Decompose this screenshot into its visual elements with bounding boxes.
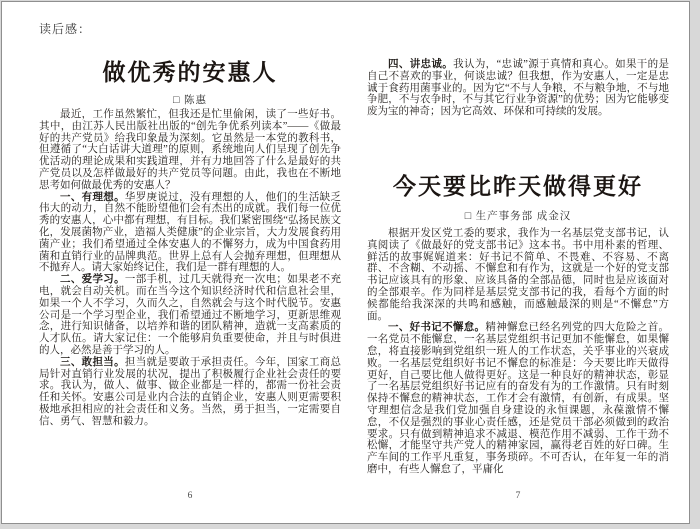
paragraph-lead: 一、好书记不懈怠。 bbox=[388, 322, 486, 334]
body-paragraph bbox=[39, 274, 341, 357]
body-paragraph bbox=[367, 59, 669, 118]
right-page bbox=[367, 2, 669, 523]
left-article-title: 做优秀的安惠人 bbox=[102, 60, 278, 85]
section-label: 读后感： bbox=[39, 22, 92, 36]
paragraph-text: 最近，工作虽然繁忙，但我还是忙里偷闲，读了一些好书。其中，由江苏人民出版社出版的“创先争优系列读本”——《做最好的共产党员》给我印象最为深刻。它虽然是一本党的教科书，但遵循了“大白话讲大道理”的原则，系统地向人们呈现了创先争优活动的理论成果和实践道理，并有力地回答了什么是最好的共产党员以及怎样做最好的共产党员等问题。由此，我也在不断地思考如何做最优秀的安惠人？ bbox=[39, 109, 341, 191]
paragraph-text: 我认为，“忠诚”源于真情和真心。如果干的是自己不喜欢的事业，何谈忠诚？但我想，作为安惠人，一定是忠诚于食药用菌事业的。因为它“不与人争粮，不与粮争地，不与地争肥，不与农争时，不与其它行业争资源”的优势；因为它能够变废为宝的神奇；因为它高效、环保和可持续的发展。 bbox=[367, 59, 670, 118]
paragraph-lead: 一、有理想。 bbox=[60, 191, 125, 203]
left-article-body bbox=[39, 109, 341, 428]
body-paragraph bbox=[39, 357, 341, 428]
paragraph-text: 华罗庚说过，没有理想的人，他们的生活缺乏伟大的动力，自然不能盼望他们会有杰出的成就。我们每一位优秀的安惠人，心中都有理想，有目标。我们紧密围绕“弘扬民族文化，发展菌物产业，造福人类健康”的企业宗旨，大力发展食药用菌产业；我们希望通过全体安惠人的不懈努力，成为中国食药用菌和直销行业的品牌典范。世界上总有人会抛弃理想，但理想从不抛弃人。请大家始终记住，我们是一群有理想的人。 bbox=[39, 191, 342, 274]
left-article-byline: □ 陈惠 bbox=[173, 95, 207, 106]
book-spread-sheet bbox=[1, 1, 690, 524]
right-article-body bbox=[367, 228, 669, 476]
paragraph-lead: 二、爱学习。 bbox=[60, 274, 125, 286]
paragraph-lead: 四、讲忠诚。 bbox=[388, 59, 454, 70]
left-page bbox=[39, 2, 341, 523]
body-paragraph bbox=[367, 228, 669, 322]
right-article-title: 今天要比昨天做得更好 bbox=[393, 174, 643, 199]
right-page-number: 7 bbox=[515, 491, 521, 501]
paragraph-lead: 三、敢担当。 bbox=[60, 356, 125, 368]
paragraph-text: 精神懈怠已经名列党的四大危险之首。一名党员不能懈怠，一名基层党组织书记更加不能懈怠，如果懈怠，将直接影响到党组织一班人的工作状态，关乎事业的兴衰成败。一名基层党组织好书记不懈怠的标准是：今天要比昨天做得更好，自己要比他人做得更好。这是一种良好的精神状态，彰显了一名基层党组织好书记应有的奋发有为的工作激情。只有时刻保持不懈怠的精神状态，工作才会有激情，有创新，有成果。坚守理想信念是我们党加强自身建设的永恒课题，永葆激情不懈怠，不仅是强烈的事业心责任感，还是党员干部必须做到的政治要求。只有做到精神追求不减退、模范作用不减弱、工作干劲不松懈，才能坚守共产党人的精神家园，赢得老百姓的好口碑。生产车间的工作平凡重复，事务琐碎。不可否认，在年复一年的消磨中，有些人懈怠了，平庸化 bbox=[367, 322, 670, 475]
left-page-number: 6 bbox=[187, 491, 193, 501]
continued-article-body bbox=[367, 59, 669, 118]
paragraph-text: 根据开发区党工委的要求，我作为一名基层党支部书记，认真阅读了《做最好的党支部书记》这本书。书中用朴素的哲理、鲜活的故事娓娓道来：好书记不简单、不畏难、不容易、不离群、不含糊、不动摇、不懈怠和有作为，这就是一个好的党支部书记应该具有的形象、应该具备的全部品德，同时也是应该面对的全部艰辛。作为同样是基层党支部书记的我，看每个方面的时候都能给我深深的共鸣和感触，而感触最深的则是“不懈怠”方面。 bbox=[367, 228, 669, 322]
right-article-byline: □ 生产事务部 成金汉 bbox=[464, 211, 572, 222]
body-paragraph bbox=[39, 109, 341, 192]
body-paragraph bbox=[367, 322, 669, 475]
paragraph-text: 担当就是要敢于承担责任。今年，国家工商总局针对直销行业发展的状况，提出了积极履行企业社会责任的要求。我认为，做人、做事、做企业都是一样的，都需一份社会责任和关怀。安惠公司是业内合法的直销企业，安惠人则更需要积极地承担相应的社会责任和义务。当然，勇于担当，一定需要自信、勇气、智慧和毅力。 bbox=[39, 356, 342, 427]
body-paragraph bbox=[39, 192, 341, 275]
paragraph-text: 一部手机，过几天就得充一次电；如果老不充电，就会自动关机。而在当今这个知识经济时代和信息社会里，如果一个人不学习，久而久之，自然就会与这个时代脱节。安惠公司是一个学习型企业，我们希望通过不断地学习，更新思维观念，进行知识储备，以培养和谐的团队精神，造就一支高素质的人才队伍。请大家记住：一个能够肩负重要使命，并且与时俱进的人，必然是善于学习的人。 bbox=[39, 274, 342, 356]
